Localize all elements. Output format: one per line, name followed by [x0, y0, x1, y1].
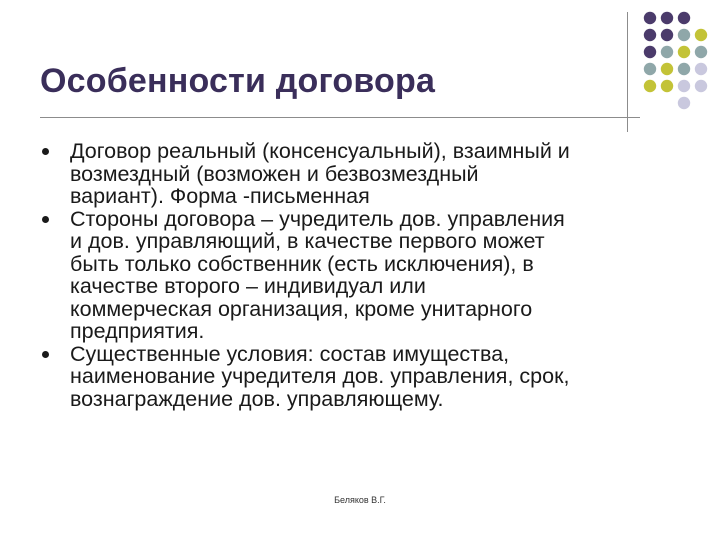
bullet-line: Стороны договора – учредитель дов. управления: [70, 206, 565, 231]
decorative-dot: [678, 80, 690, 92]
decorative-dot: [644, 46, 656, 58]
bullet-line: Договор реальный (консенсуальный), взаимный и: [70, 139, 570, 163]
bullet-line: Существенные условия: состав имущества,: [70, 341, 510, 366]
bullet-icon: [42, 148, 49, 155]
slide-footer: Беляков В.Г.: [334, 495, 386, 505]
slide-title: Особенности договора: [40, 62, 436, 100]
bullet-line: коммерческая организация, кроме унитарного: [70, 296, 533, 321]
decorative-dot: [695, 63, 707, 75]
decorative-dot: [695, 80, 707, 92]
bullet-item: [42, 140, 692, 208]
bullet-line: предприятия.: [70, 319, 205, 343]
bullet-line: вознаграждение дов. управляющему.: [70, 386, 444, 411]
decorative-dot: [644, 12, 656, 24]
decorative-dot: [661, 12, 673, 24]
bullet-line: качестве второго – индивидуал или: [70, 274, 426, 298]
bullet-line: вариант). Форма -письменная: [70, 184, 370, 208]
decorative-dot: [644, 63, 656, 75]
bullet-icon: [42, 351, 49, 358]
bullet-line: наименование учредителя дов. управления, срок,: [70, 364, 570, 388]
bullet-icon: [42, 216, 49, 223]
bullet-item: [42, 208, 692, 343]
bullet-line: быть только собственник (есть исключения), в: [70, 251, 534, 276]
decorative-dot: [678, 63, 690, 75]
decorative-dot: [661, 46, 673, 58]
bullet-item: [42, 343, 692, 411]
decorative-dot: [695, 29, 707, 41]
bullet-line: возмездный (возможен и безвозмездный: [70, 161, 479, 186]
decorative-dot: [678, 97, 690, 109]
vertical-divider: [627, 12, 628, 132]
decorative-dot-grid: [642, 10, 720, 110]
decorative-dot: [644, 80, 656, 92]
decorative-dot: [661, 29, 673, 41]
decorative-dot: [678, 46, 690, 58]
bullet-list: [42, 140, 692, 410]
decorative-dot: [695, 46, 707, 58]
decorative-dot: [678, 29, 690, 41]
decorative-dot: [661, 63, 673, 75]
title-divider: [40, 117, 640, 118]
decorative-dot: [644, 29, 656, 41]
decorative-dot: [661, 80, 673, 92]
decorative-dot: [678, 12, 690, 24]
bullet-line: и дов. управляющий, в качестве первого может: [70, 229, 545, 253]
